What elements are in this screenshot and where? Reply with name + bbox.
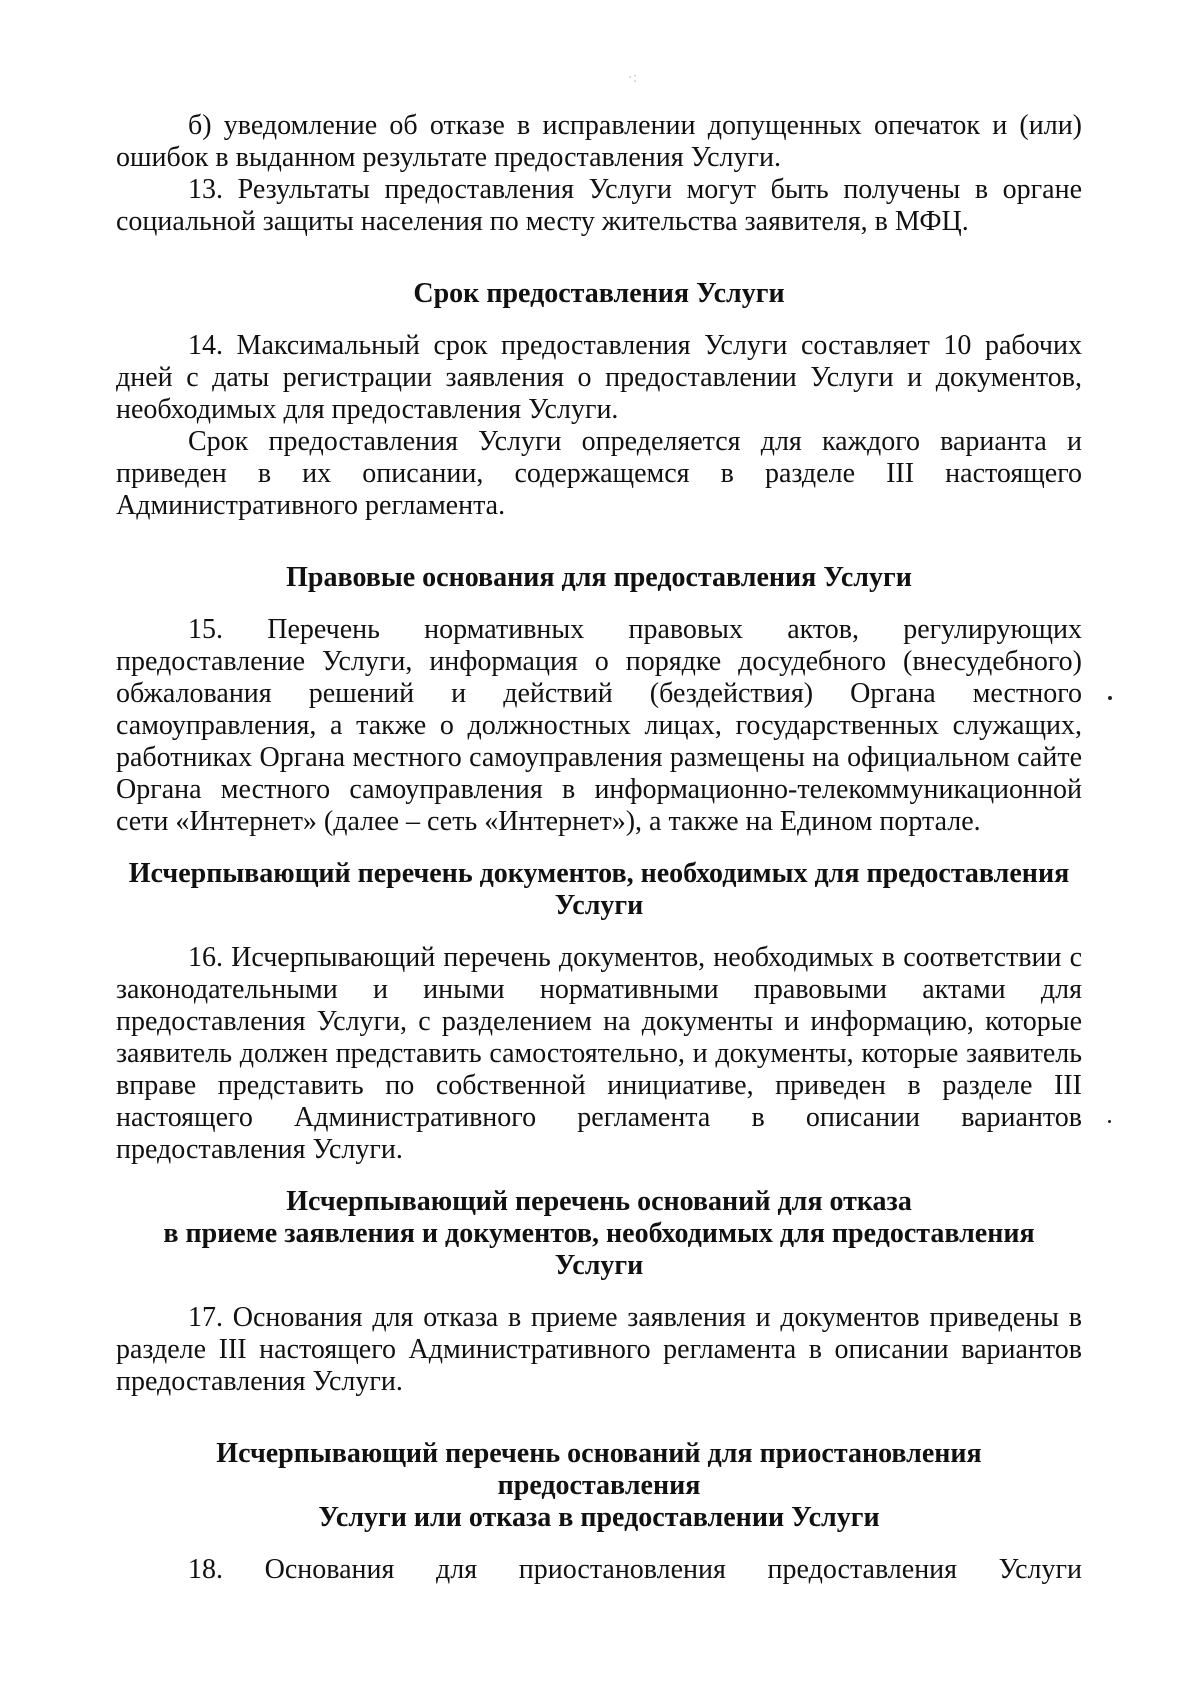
paragraph-item-b: б) уведомление об отказе в исправлении допущенных опечаток и (или) ошибок в выданном результате предоставления Услуги. xyxy=(116,110,1082,173)
paragraph-18: 18. Основания для приостановления предоставления Услуги xyxy=(188,1554,1082,1585)
heading-suspension xyxy=(116,1438,1082,1534)
heading-refusal-acceptance xyxy=(116,1186,1082,1282)
heading-suspension-line-1: Исчерпывающий перечень оснований для приостановления предоставления xyxy=(216,1438,982,1501)
paragraph-16: 16. Исчерпывающий перечень документов, необходимых в соответствии с законодательными и иными нормативными правовыми актами для предоставления Услуги, с разделением на документы и информацию, которые заявитель должен представить самостоятельно, и документы, которые заявитель вправе представить по собственной инициативе, приведен в разделе III настоящего Административного регламента в описании вариантов предоставления Услуги. xyxy=(116,942,1082,1165)
paragraph-17: 17. Основания для отказа в приеме заявления и документов приведены в разделе III настоящего Административного регламента в описании вариантов предоставления Услуги. xyxy=(116,1302,1082,1397)
scan-speck xyxy=(1108,696,1112,700)
heading-documents-list-line-1: Исчерпывающий перечень документов, необходимых для предоставления xyxy=(128,858,1070,889)
heading-refusal-acceptance-line-2: в приеме заявления и документов, необходимых для предоставления Услуги xyxy=(163,1218,1035,1281)
paragraph-14-term-note: Срок предоставления Услуги определяется для каждого варианта и приведен в их описании, содержащемся в разделе III настоящего Административного регламента. xyxy=(116,426,1082,521)
heading-documents-list-line-2: Услуги xyxy=(554,890,644,921)
heading-documents-list xyxy=(116,858,1082,922)
scan-speck xyxy=(1108,1120,1111,1123)
paragraph-13: 13. Результаты предоставления Услуги могут быть получены в органе социальной защиты населения по месту жительства заявителя, в МФЦ. xyxy=(116,174,1082,237)
heading-refusal-acceptance-line-1: Исчерпывающий перечень оснований для отказа xyxy=(286,1186,912,1217)
document-body xyxy=(116,110,1082,1586)
paragraph-14: 14. Максимальный срок предоставления Услуги составляет 10 рабочих дней с даты регистрации заявления о предоставлении Услуги и документов, необходимых для предоставления Услуги. xyxy=(116,330,1082,425)
heading-service-term: Срок предоставления Услуги xyxy=(413,278,785,309)
heading-suspension-line-2: Услуги или отказа в предоставлении Услуги xyxy=(318,1502,880,1533)
heading-legal-basis: Правовые основания для предоставления Услуги xyxy=(286,562,912,593)
paragraph-15: 15. Перечень нормативных правовых актов, регулирующих предоставление Услуги, информация о порядке досудебного (внесудебного) обжалования решений и действий (бездействия) Органа местного самоуправления, а также о должностных лицах, государственных служащих, работниках Органа местного самоуправления размещены на официальном сайте Органа местного самоуправления в информационно-телекоммуникационной сети «Интернет» (далее – сеть «Интернет»), а также на Едином портале. xyxy=(116,614,1082,837)
scan-artifact-mark: ·: xyxy=(628,70,638,86)
